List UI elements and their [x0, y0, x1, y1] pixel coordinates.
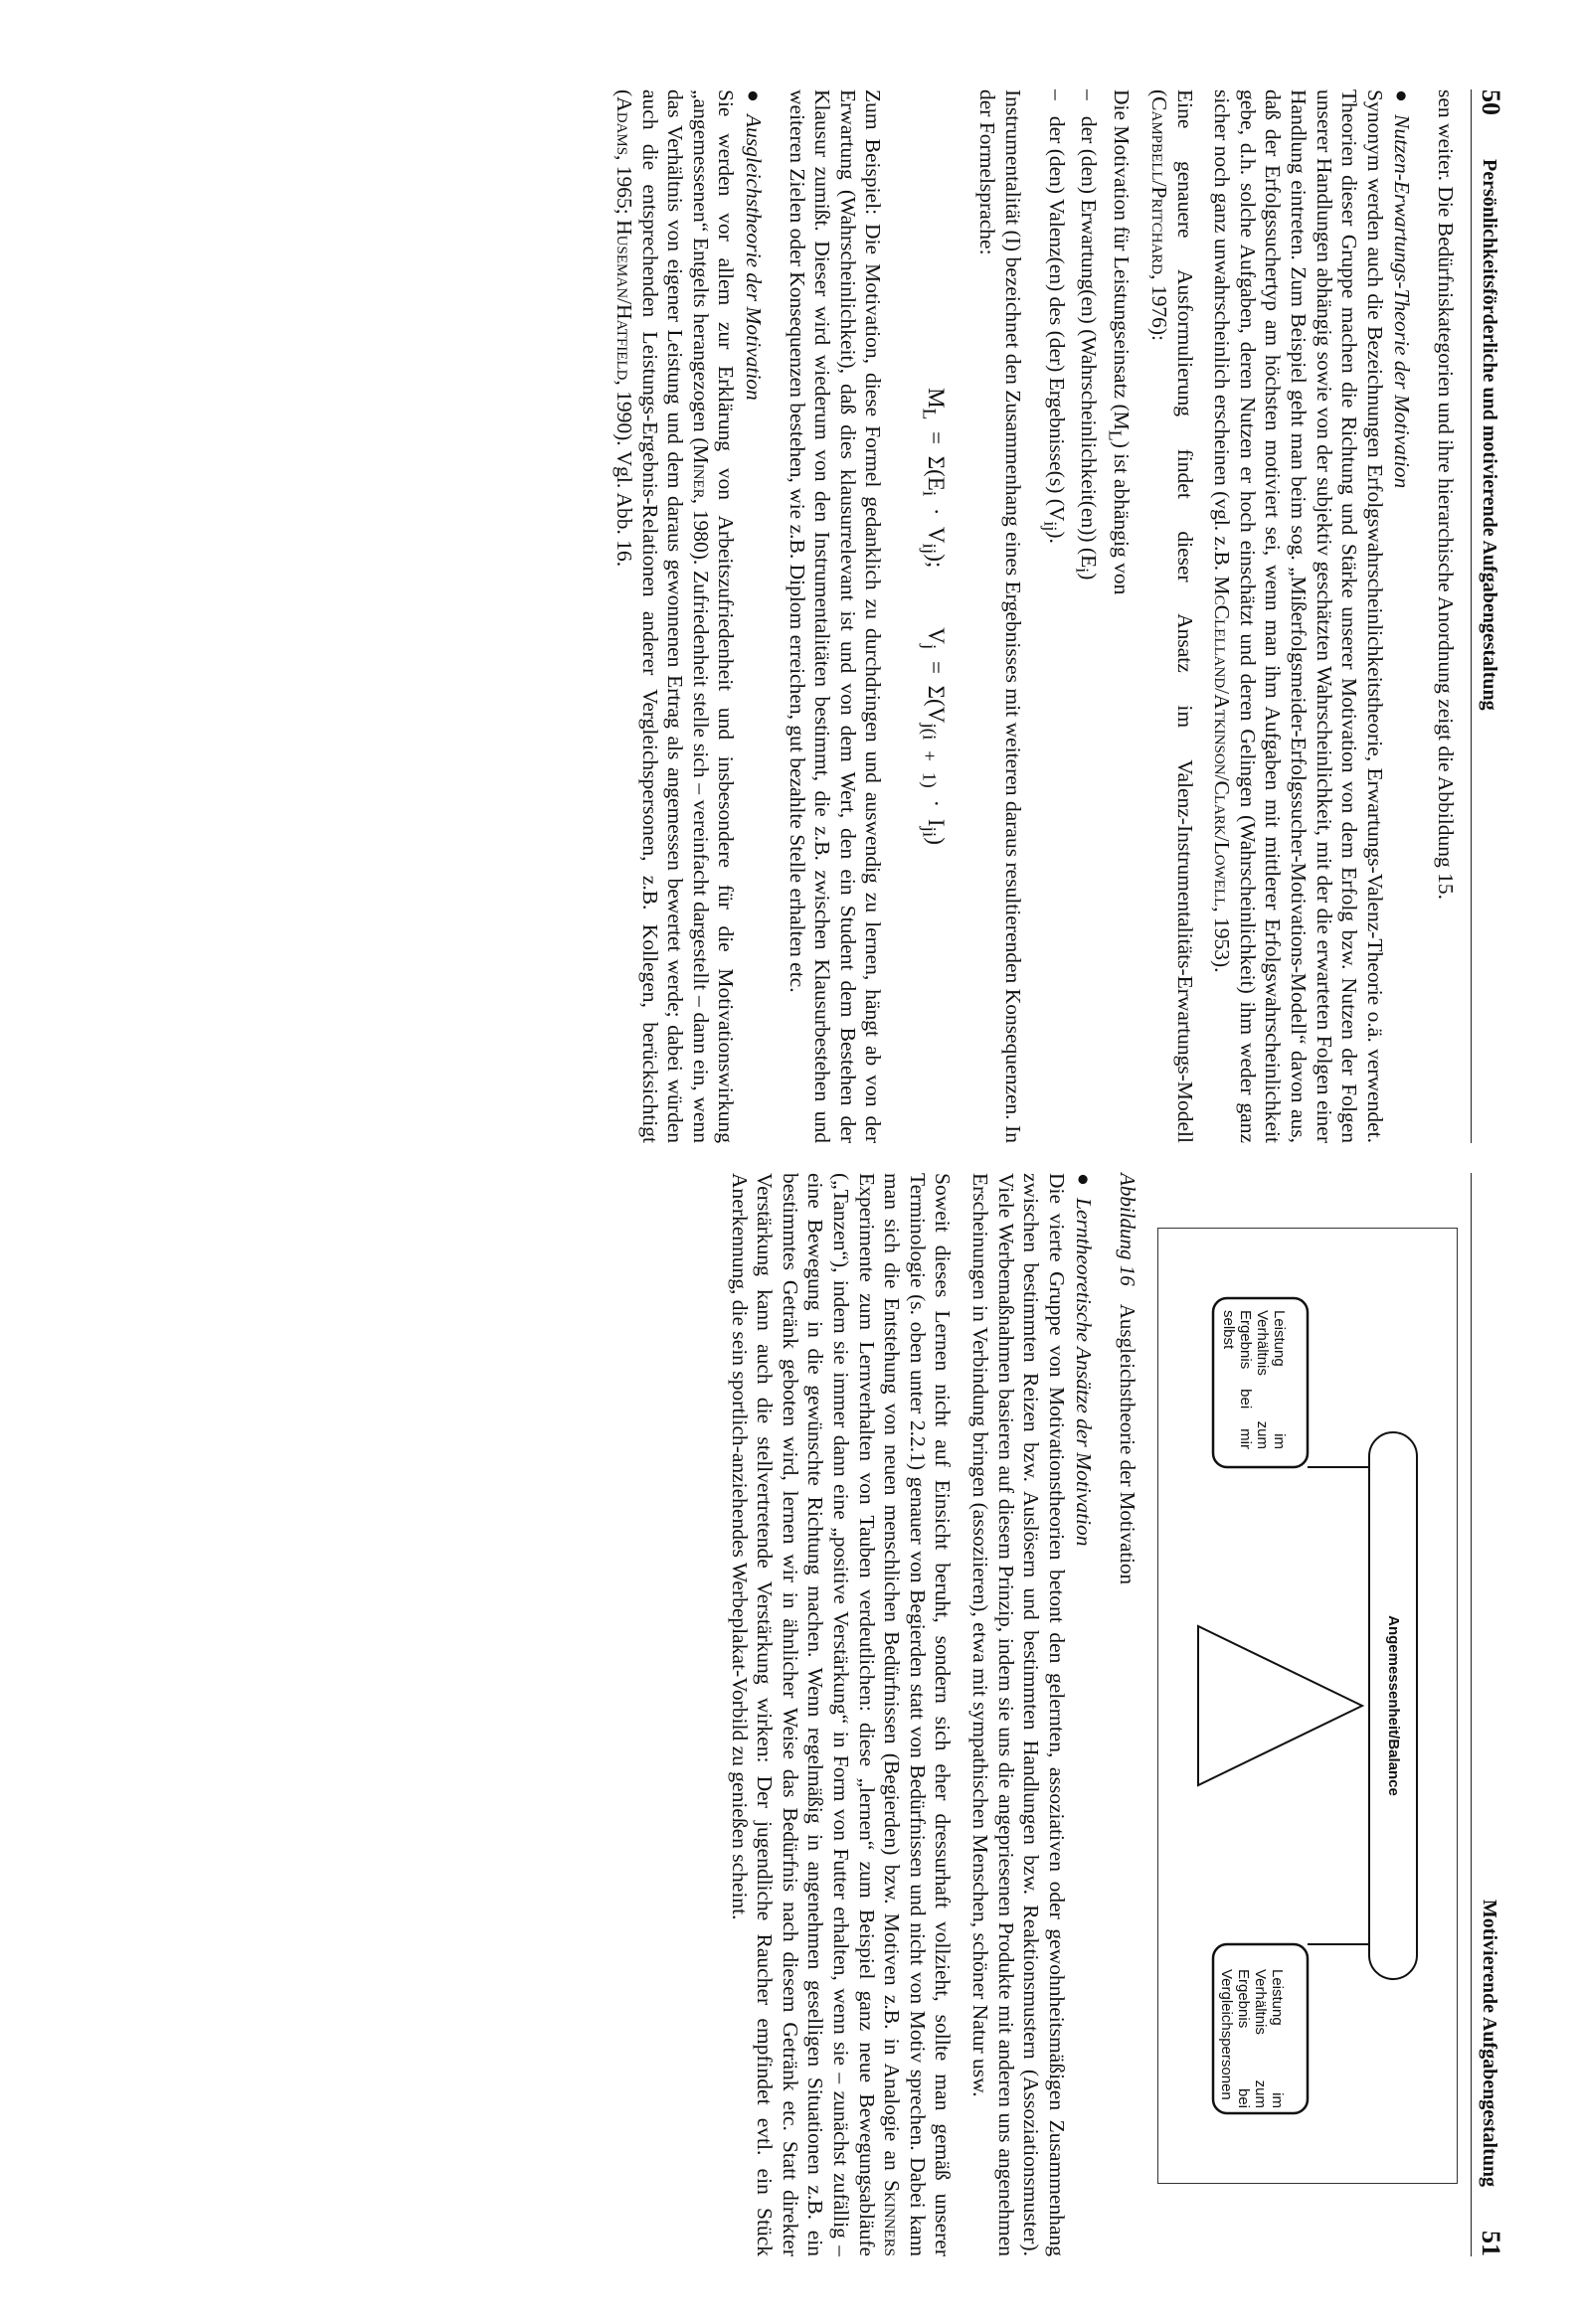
citation-authors: Campbell/Pritchard — [1147, 96, 1172, 275]
citation-authors: Skinners — [880, 2180, 905, 2256]
citation-authors: McClelland/Atkinson/Clark/Lowell — [1210, 576, 1235, 908]
fulcrum-triangle — [1198, 1626, 1362, 1785]
heading-text: Ausgleichstheorie der Motivation — [742, 114, 767, 401]
list-item: – der (den) Valenz(en) des (der) Ergebnisse(s) $(V_{ij})$. — [1037, 89, 1069, 1143]
running-title: Persönlichkeitsförderliche und motivierende Aufgabengestaltung — [1479, 159, 1500, 711]
running-title: Motivierende Aufgabengestaltung — [1479, 1899, 1500, 2187]
paragraph-text: Soweit dieses Lernen nicht auf Einsicht beruht, sondern sich eher dressurhaft vollzieht, sollte man gemäß unserer Terminologie (s. oben unter 2.2.1) genauer von Begierden statt von Bedürfnissen und nicht von Motiv sprechen. Dabei kann man sich die Entstehung von neuen menschlichen Bedürfnissen (Begierden) bzw. Motiven z.B. in Analogie an — [880, 1173, 956, 2256]
paragraph-text: Eine genauere Ausformulierung findet dieser Ansatz im Valenz-Instrumentalitäts-Erwartungs-Modell ( — [1147, 89, 1197, 1143]
paragraph-text: Die Motivation für Leistungseinsatz (M — [1110, 89, 1135, 430]
section-heading — [1389, 89, 1415, 1143]
citation-authors: Huseman/Hatfield — [613, 220, 637, 381]
list-item: – der (den) Erwartung(en) (Wahrscheinlichkeit(en)) $(E_i)$ — [1069, 89, 1101, 1143]
page-50 — [0, 89, 1577, 1143]
bullet-icon: ● — [1072, 1173, 1097, 1186]
formula: $M_L = \Sigma(E_i$ · $V_{ij});V_j = \Sigma(V_{j(i + 1)} \cdot I_{ji})$ — [918, 388, 949, 845]
paragraph: Die vierte Gruppe von Motivationstheorien betont den gelernten, assoziativen oder gewohnheitsmäßigen Zusammenhang zwischen bestimmten Reizen bzw. Auslösern und bestimmten Handlungen bzw. Reaktionsmustern (Assoziationsmuster). Viele Werbemaßnahmen basieren auf diesem Prinzip, indem sie uns die angepriesenen Produkte mit anderen uns angenehmen Erscheinungen in Verbindung bringen (assoziieren), etwa mit sympathischen Menschen, schöner Natur usw. — [968, 1173, 1069, 2256]
caption-text: Ausgleichstheorie der Motivation — [1116, 1303, 1139, 1585]
paragraph-text: Sie werden vor allem zur Erklärung von Arbeitszufriedenheit und insbesondere für die Motivationswirkung „angemessenen“ Entgelts herangezogen ( — [688, 89, 739, 1143]
paragraph: Die Motivation für Leistungseinsatz $(M_L)$ ist abhängig von — [1106, 89, 1135, 595]
caption-label: Abbildung 16 — [1116, 1173, 1139, 1286]
page-number: 51 — [1477, 2231, 1505, 2256]
paragraph-text: Experimente zum Lernverhalten von Tauben verdeutlichen: diese „lernen“ zum Beispiel ganz neue Bewegungsabläufe („Tanzen“), indem sie immer dann eine „positive Verstärkung“ in Form von Futter erhalten, wenn sie – zunächst zufällig – eine Bewegung in die gewünschte Richtung machen. Wenn regelmäßig in angenehmen geselligen Situationen z.B. ein bestimmtes Getränk geboten wird, lernen wir in ähnlicher Weise das Bedürfnis nach diesem Getränk etc. Statt direkter Verstärkung kann auch die stellvertretende Verstärkung wirken: Der jugendliche Raucher empfindet evtl. ein Stück Anerkennung, die sein sportlich-anziehendes Werbeplakat-Vorbild zu genießen scheint. — [727, 1173, 879, 2256]
section-heading — [740, 89, 766, 1143]
figure-caption — [1114, 1173, 1139, 2256]
formula-left: M — [923, 388, 949, 409]
paragraph-text: Synonym werden auch die Bezeichnungen Erfolgswahrscheinlichkeitstheorie, Erwartungs-Valenz-Theorie o.ä. verwendet. Theorien dieser Gruppe machen die Richtung und Stärke unserer Motivation von dem Erfolg bzw. Nutzen der Folgen unserer Handlungen abhängig sowie von der subjektiv geschätzten Wahrscheinlichkeit, mit der die erwarteten Folgen einer Handlung eintreten. Zum Beispiel geht man beim sog. „Mißerfolgsmeider-Erfolgssucher-Motivations-Modell“ davon aus, daß der Erfolgssuchertyp am höchsten motiviert sei, wenn man ihm Aufgaben mit mittlerer Erfolgswahrscheinlichkeit gebe, d.h. solche Aufgaben, deren Nutzen er hoch einschätzt und deren Gelingen (Wahrscheinlichkeit) ihm weder ganz sicher noch ganz unwahrscheinlich erscheinen (vgl. z.B. — [1210, 89, 1387, 1143]
paragraph — [1209, 89, 1387, 1143]
paragraph: Zum Beispiel: Die Motivation, diese Formel gedanklich zu durchdringen und auswendig zu lernen, hängt ab von der Erwartung (Wahrscheinlichkeit), daß dies klausurrelevant ist und von dem Wert, den ein Student dem Bestehen der Klausur zumißt. Dieser wird wiederum von den Instrumentalitäten bestimmt, die z.B. zwischen Klausurbestehen und weiteren Zielen oder Konsequenzen bestehen, wie z.B. Diplom erreichen, gut bezahlte Stelle erhalten etc. — [785, 89, 886, 1143]
paragraph-text: , 1965; — [613, 155, 637, 221]
page-header-left — [1471, 89, 1507, 1143]
paragraph-text: ) ist abhängig von — [1110, 440, 1135, 595]
intro-paragraph: sen weiter. Die Bedürfniskategorien und ihre hierarchische Anordnung zeigt die Abbildung 15. — [1434, 89, 1458, 900]
balance-diagram — [1158, 1229, 1457, 2183]
formula-right: V — [923, 627, 949, 644]
heading-text: Lerntheoretische Ansätze der Motivation — [1072, 1198, 1097, 1547]
figure-16 — [1157, 1228, 1458, 2184]
paragraph — [1145, 89, 1196, 1143]
heading-text: Nutzen-Erwartungs-Theorie der Motivation — [1390, 114, 1415, 489]
paragraph — [611, 89, 738, 1143]
text-column-right — [714, 1173, 1458, 2256]
paragraph — [726, 1173, 955, 2256]
paragraph-text: , 1990). Vgl. Abb. 16. — [613, 380, 637, 568]
citation-year: , 1976): — [1147, 274, 1172, 342]
citation-year: , 1953). — [1210, 907, 1235, 973]
balance-label: Angemessenheit/Balance — [1385, 1615, 1402, 1796]
text-column-left — [599, 89, 1458, 1143]
paragraph: Instrumentalität (I) bezeichnet den Zusammenhang eines Ergebnisses mit weiteren daraus resultierenden Konsequenzen. In der Formelsprache: — [975, 89, 1025, 1143]
page-51 — [0, 1173, 1577, 2256]
citation-authors: Miner — [688, 444, 713, 499]
citation-authors: Adams — [613, 96, 637, 156]
bullet-icon: ● — [742, 89, 767, 102]
page-number: 50 — [1477, 89, 1505, 115]
dash-list — [1037, 89, 1101, 1143]
left-box-label: Leistung im Verhältnis zum Ergebnis bei mir selbst — [1220, 1310, 1288, 1449]
right-box-label: Leistung im Verhältnis zum Ergebnis bei Vergleichspersonen — [1218, 1969, 1286, 2108]
list-item-text: der (den) Erwartung(en) (Wahrscheinlichkeit(en)) (E — [1076, 115, 1101, 569]
bullet-icon: ● — [1390, 89, 1415, 102]
list-item-text: der (den) Valenz(en) des (der) Ergebnisse(s) (V — [1044, 115, 1069, 522]
paragraph-text: , 1980). Zufriedenheit stelle sich – vereinfacht dargestellt – dann ein, wenn das Verhältnis von eigener Leistung und dem daraus gewonnenen Ertrag als angemessen bewertet werde; dabei würden auch die entsprechenden Leistungs-Ergebnis-Relationen anderer Vergleichspersonen, z.B. Kollegen, berücksichtigt ( — [613, 89, 713, 1143]
section-heading — [1071, 1173, 1097, 2256]
page-header-right — [1471, 1173, 1507, 2256]
